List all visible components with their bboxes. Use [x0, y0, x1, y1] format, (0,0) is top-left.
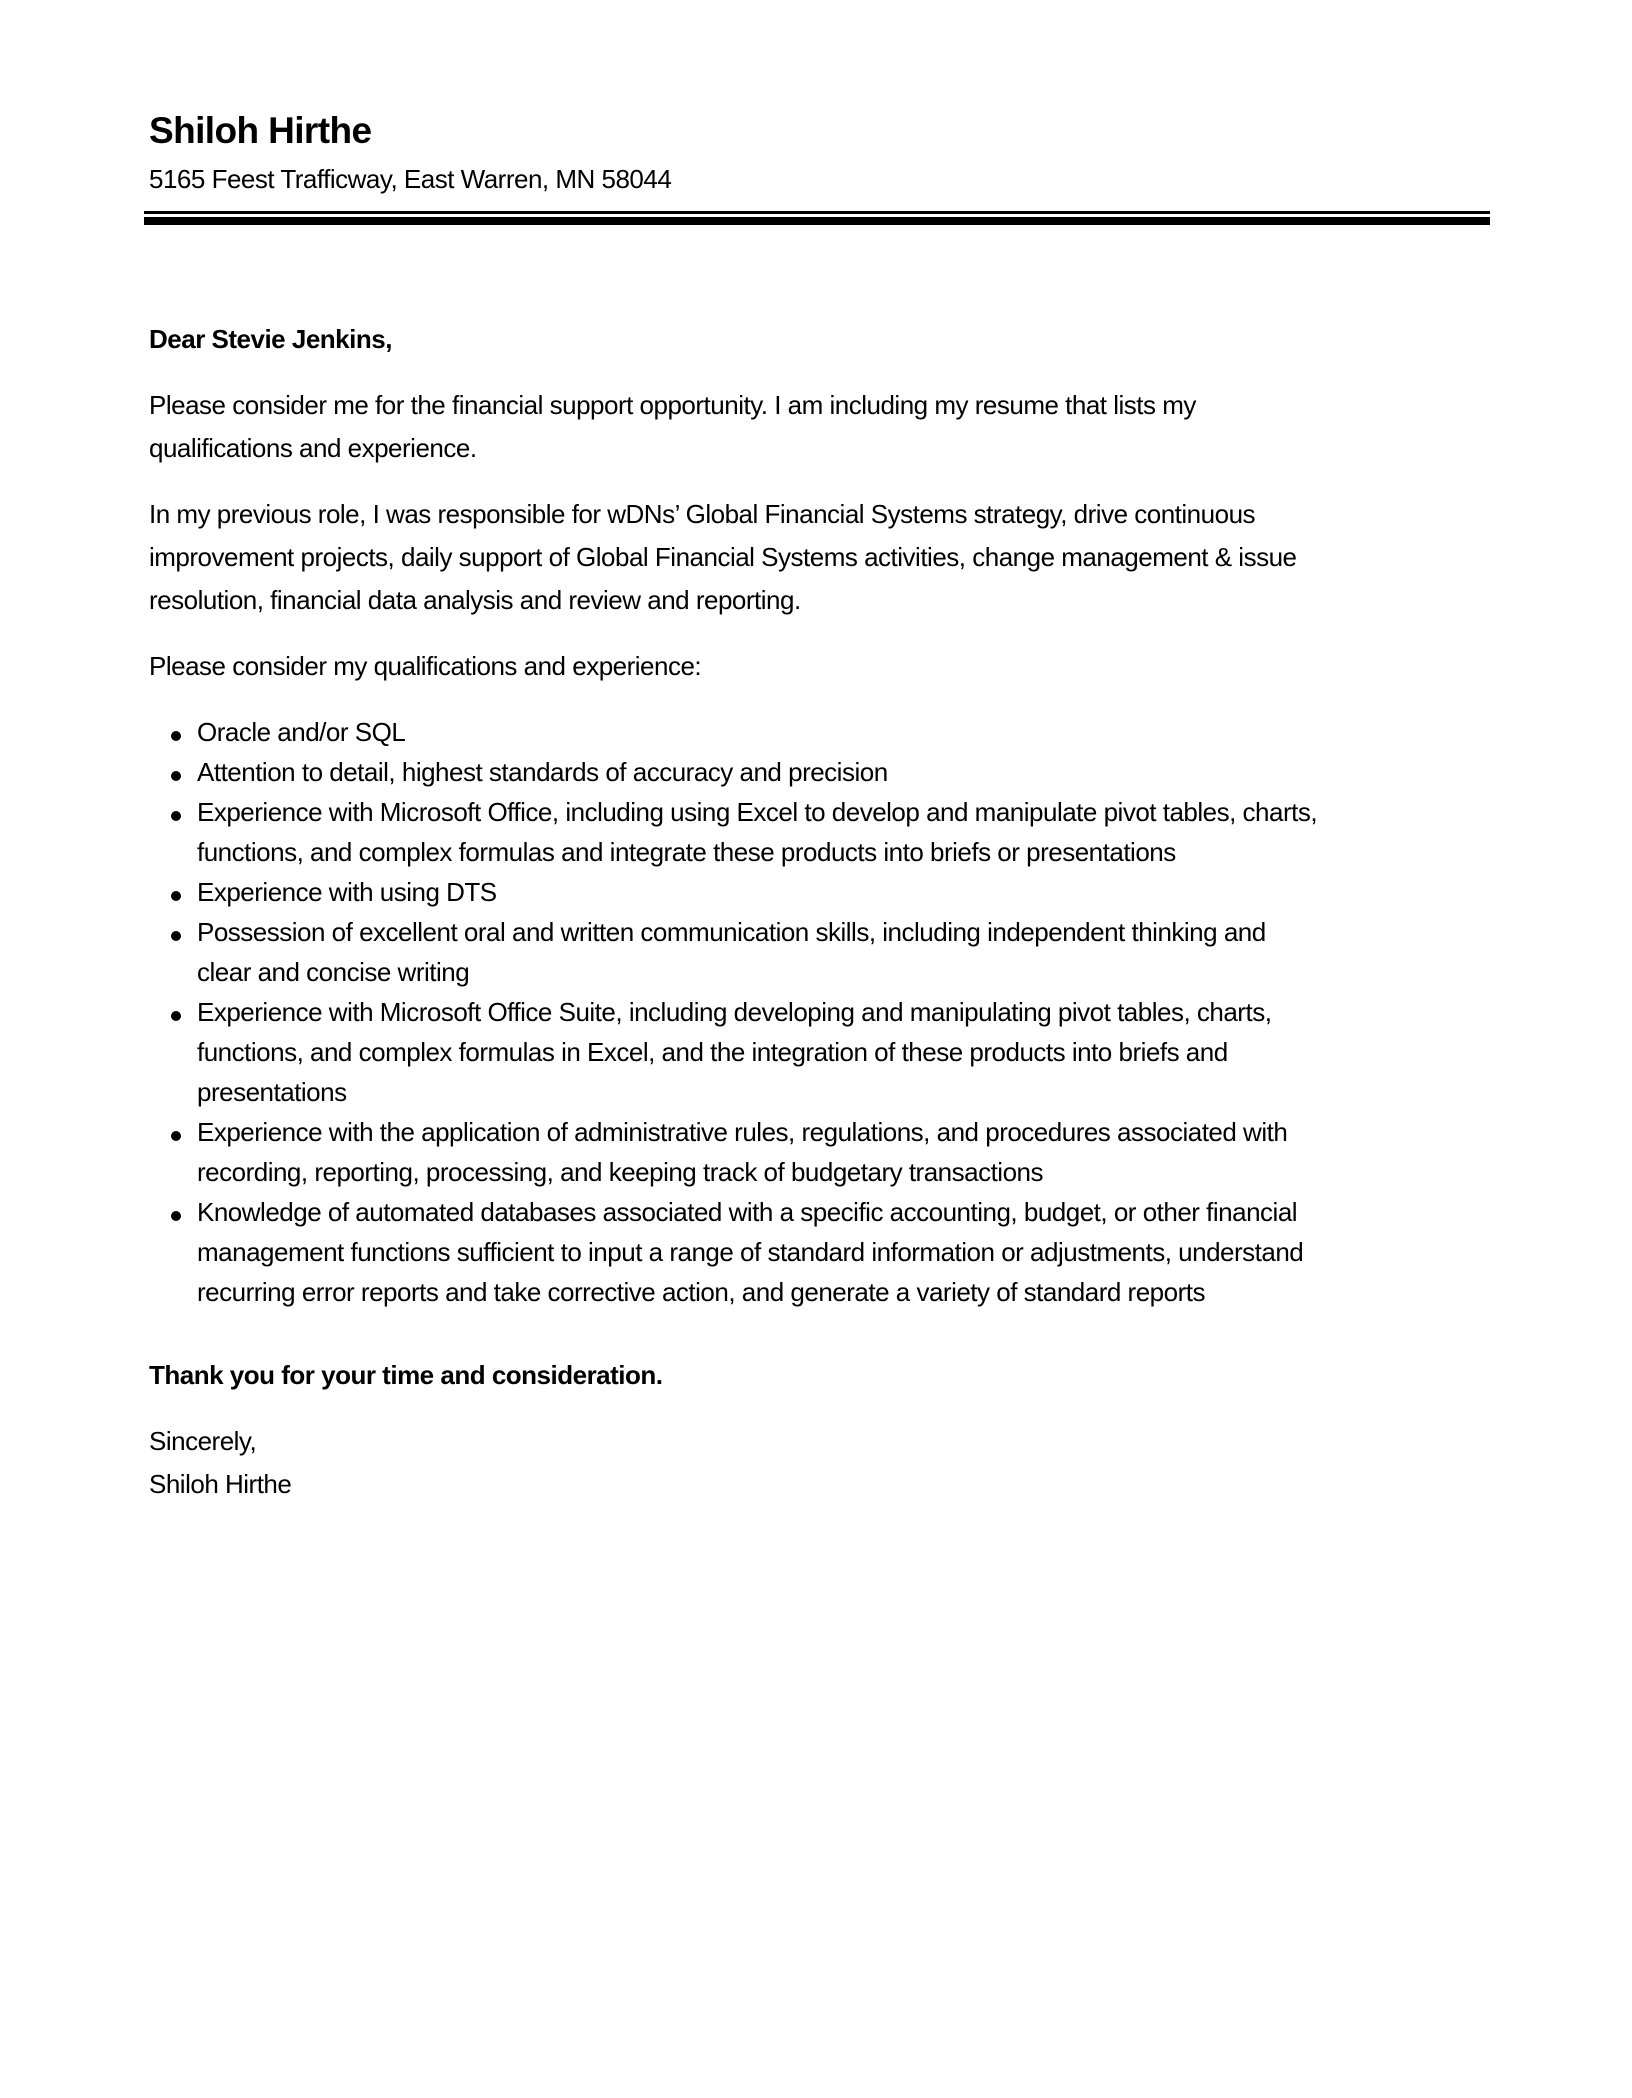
bullet-icon: [171, 811, 181, 821]
list-item-continuation: recurring error reports and take corrective action, and generate a variety of standard reports: [197, 1277, 1205, 1307]
paragraph-line: qualifications and experience.: [149, 433, 477, 463]
list-item: Experience with Microsoft Office Suite, including developing and manipulating pivot tables, charts,: [197, 997, 1272, 1027]
salutation: Dear Stevie Jenkins,: [149, 324, 392, 354]
applicant-name: Shiloh Hirthe: [149, 110, 372, 151]
bullet-icon: [171, 1011, 181, 1021]
bullet-icon: [171, 731, 181, 741]
bullet-icon: [171, 931, 181, 941]
bullet-icon: [171, 771, 181, 781]
list-item: Experience with the application of administrative rules, regulations, and procedures associated with: [197, 1117, 1288, 1147]
list-item-continuation: presentations: [197, 1077, 347, 1107]
bullet-icon: [171, 891, 181, 901]
header-divider-thin: [144, 211, 1490, 214]
applicant-address: 5165 Feest Trafficway, East Warren, MN 58044: [149, 164, 672, 194]
list-item-continuation: functions, and complex formulas in Excel, and the integration of these products into briefs and: [197, 1037, 1228, 1067]
list-item: Oracle and/or SQL: [197, 717, 406, 747]
closing-statement: Thank you for your time and consideration.: [149, 1360, 663, 1390]
list-item: Knowledge of automated databases associated with a specific accounting, budget, or other financial: [197, 1197, 1298, 1227]
bullet-icon: [171, 1131, 181, 1141]
list-item-continuation: management functions sufficient to input a range of standard information or adjustments, understand: [197, 1237, 1304, 1267]
paragraph-line: Please consider my qualifications and experience:: [149, 651, 702, 681]
list-item-continuation: functions, and complex formulas and integrate these products into briefs or presentations: [197, 837, 1176, 867]
bullet-icon: [171, 1211, 181, 1221]
valediction: Sincerely,: [149, 1426, 257, 1456]
list-item: Possession of excellent oral and written communication skills, including independent thinking and: [197, 917, 1266, 947]
list-item-continuation: recording, reporting, processing, and keeping track of budgetary transactions: [197, 1157, 1044, 1187]
signature: Shiloh Hirthe: [149, 1469, 292, 1499]
paragraph-line: resolution, financial data analysis and review and reporting.: [149, 585, 801, 615]
list-item: Attention to detail, highest standards of accuracy and precision: [197, 757, 888, 787]
paragraph-line: In my previous role, I was responsible for wDNs’ Global Financial Systems strategy, drive continuous: [149, 499, 1256, 529]
header-divider-thick: [144, 217, 1490, 225]
list-item: Experience with using DTS: [197, 877, 497, 907]
list-item-continuation: clear and concise writing: [197, 957, 470, 987]
paragraph-line: Please consider me for the financial support opportunity. I am including my resume that lists my: [149, 390, 1196, 420]
paragraph-line: improvement projects, daily support of Global Financial Systems activities, change management & issue: [149, 542, 1297, 572]
list-item: Experience with Microsoft Office, including using Excel to develop and manipulate pivot tables, charts,: [197, 797, 1318, 827]
